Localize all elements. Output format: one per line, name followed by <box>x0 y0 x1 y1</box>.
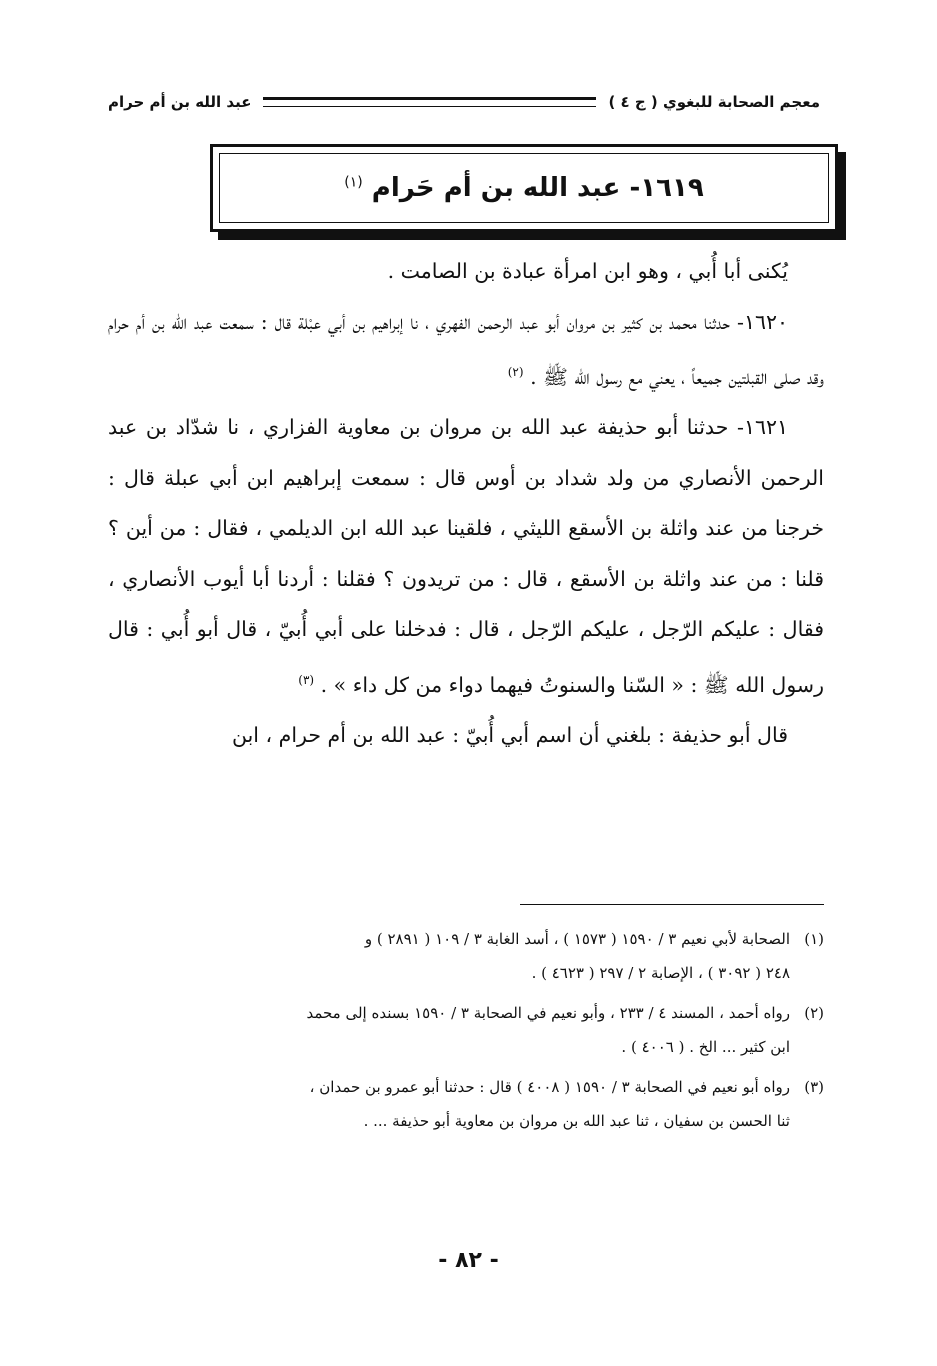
entry-title-text: ١٦١٩- عبد الله بن أم حَرام <box>371 173 704 203</box>
footnote-number: (٢) <box>804 1004 824 1022</box>
footnote-text: رواه أحمد ، المسند ٤ / ٢٣٣ ، وأبو نعيم في الصحابة ٣ / ١٥٩٠ بسنده إلى محمد <box>306 1004 790 1022</box>
paragraph-hadith-1620 <box>108 297 824 403</box>
header-rule <box>263 97 596 107</box>
header-entry-title: عبد الله بن أم حرام <box>108 93 252 111</box>
footnote-number: (١) <box>804 930 824 948</box>
footnote-text: رواه أبو نعيم في الصحابة ٣ / ١٥٩٠ ( ٤٠٠٨ ) قال : حدثنا أبو عمرو بن حمدان ، <box>309 1078 790 1096</box>
hadith-1620-text: ١٦٢٠- حدثنا محمد بن كثير بن مروان أبو عبد الرحمن الفهري ، نا إبراهيم بن أبي عبْلة قال : سمعت عبد الله بن أم حرام وقد صلى القبلتين جميعاً ، يعني مع رسول الله ﷺ . <box>108 309 824 389</box>
hadith-1621-footnote-marker: (٣) <box>298 672 315 687</box>
paragraph-abu-hudhayfa: قال أبو حذيفة : بلغني أن اسم أبي أُبيّ : عبد الله بن أم حرام ، ابن <box>232 723 788 748</box>
main-text <box>108 246 824 761</box>
entry-title-footnote-marker: (١) <box>344 174 363 191</box>
footnote-1 <box>108 922 824 990</box>
footnote-text-continued: ابن كثير ... الخ . ( ٤٠٠٦ ) . <box>621 1038 790 1056</box>
footnote-2 <box>108 996 824 1064</box>
footnote-text-continued: ٢٤٨ ( ٣٠٩٢ ) ، الإصابة ٢ / ٢٩٧ ( ٤٦٢٣ ) . <box>531 964 790 982</box>
footnote-text: الصحابة لأبي نعيم ٣ / ١٥٩٠ ( ١٥٧٣ ) ، أسد الغابة ٣ / ١٠٩ ( ٢٨٩١ ) و <box>364 930 790 948</box>
hadith-1621-text: ١٦٢١- حدثنا أبو حذيفة عبد الله بن مروان بن معاوية الفزاري ، نا شدّاد بن عبد الرحمن الأنصاري من ولد شداد بن أوس قال : سمعت إبراهيم ابن أبي عبلة قال : خرجنا من عند واثلة بن الأسقع الليثي ، فلقينا عبد الله ابن الديلمي ، فقال : من أين ؟ قلنا : من عند واثلة بن الأسقع ، قال : من تريدون ؟ فقلنا : أردنا أبا أيوب الأنصاري ، فقال : عليكم الرّجل ، عليكم الرّجل ، قال : فدخلنا على أبي أُبيّ ، قال أبو أُبي : قال رسول الله ﷺ : « السّنا والسنوتُ فيهما دواء من كل داء » . <box>108 415 824 697</box>
entry-title-box <box>210 144 838 232</box>
paragraph-hadith-1621 <box>108 402 824 710</box>
hadith-1620-footnote-marker: (٢) <box>507 365 524 379</box>
entry-title <box>344 173 704 203</box>
footnote-text-continued: ثنا الحسن بن سفيان ، ثنا عبد الله بن مروان بن معاوية أبو حذيفة ... . <box>363 1112 790 1130</box>
footnote-separator <box>520 904 824 905</box>
header-book-title: معجم الصحابة للبغوي ( ج ٤ ) <box>608 93 820 111</box>
footnote-3 <box>108 1070 824 1138</box>
footnotes <box>108 922 824 1144</box>
page-number: - ٨٢ - <box>438 1248 499 1273</box>
running-header <box>108 84 820 120</box>
paragraph-kunya: يُكنى أبا أُبي ، وهو ابن امرأة عبادة بن الصامت . <box>387 259 788 283</box>
footnote-number: (٣) <box>804 1078 824 1096</box>
